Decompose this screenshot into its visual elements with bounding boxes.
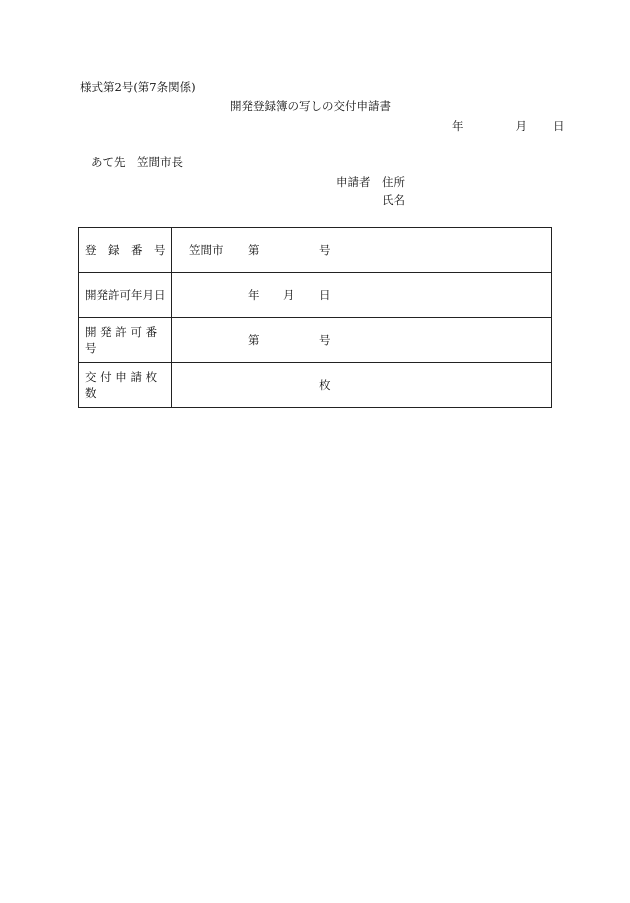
date-day: 日 (553, 119, 565, 133)
registration-table (78, 227, 552, 408)
form-number: 様式第2号(第7条関係) (80, 80, 196, 94)
label-permit-number: 開 発 許 可 番 号 (79, 318, 172, 363)
value-copy-count[interactable] (172, 363, 552, 408)
table-row-permit-date (79, 273, 552, 318)
table-row-registration-number (79, 228, 552, 273)
value-permit-number[interactable] (172, 318, 552, 363)
registration-prefix: 第 (248, 243, 260, 257)
date-year: 年 (452, 119, 464, 133)
application-date (452, 121, 565, 133)
registration-city: 笠間市 (189, 243, 224, 257)
permit-day: 日 (319, 288, 331, 302)
addressee: あて先 笠間市長 (91, 155, 183, 169)
value-registration-number[interactable] (172, 228, 552, 273)
permit-number-prefix: 第 (248, 333, 260, 347)
label-registration-number: 登 録 番 号 (79, 228, 172, 273)
applicant-name-label: 氏名 (382, 193, 405, 207)
table-row-permit-number (79, 318, 552, 363)
document-title: 開発登録簿の写しの交付申請書 (230, 99, 391, 113)
value-permit-date[interactable] (172, 273, 552, 318)
date-month: 月 (515, 119, 527, 133)
permit-year: 年 (248, 288, 260, 302)
label-copy-count: 交 付 申 請 枚 数 (79, 363, 172, 408)
registration-suffix: 号 (319, 243, 331, 257)
applicant-address-label: 申請者 住所 (336, 175, 405, 189)
permit-month: 月 (283, 288, 295, 302)
permit-number-suffix: 号 (319, 333, 331, 347)
label-permit-date: 開発許可年月日 (79, 273, 172, 318)
table-row-copy-count (79, 363, 552, 408)
copy-count-unit: 枚 (319, 378, 331, 392)
